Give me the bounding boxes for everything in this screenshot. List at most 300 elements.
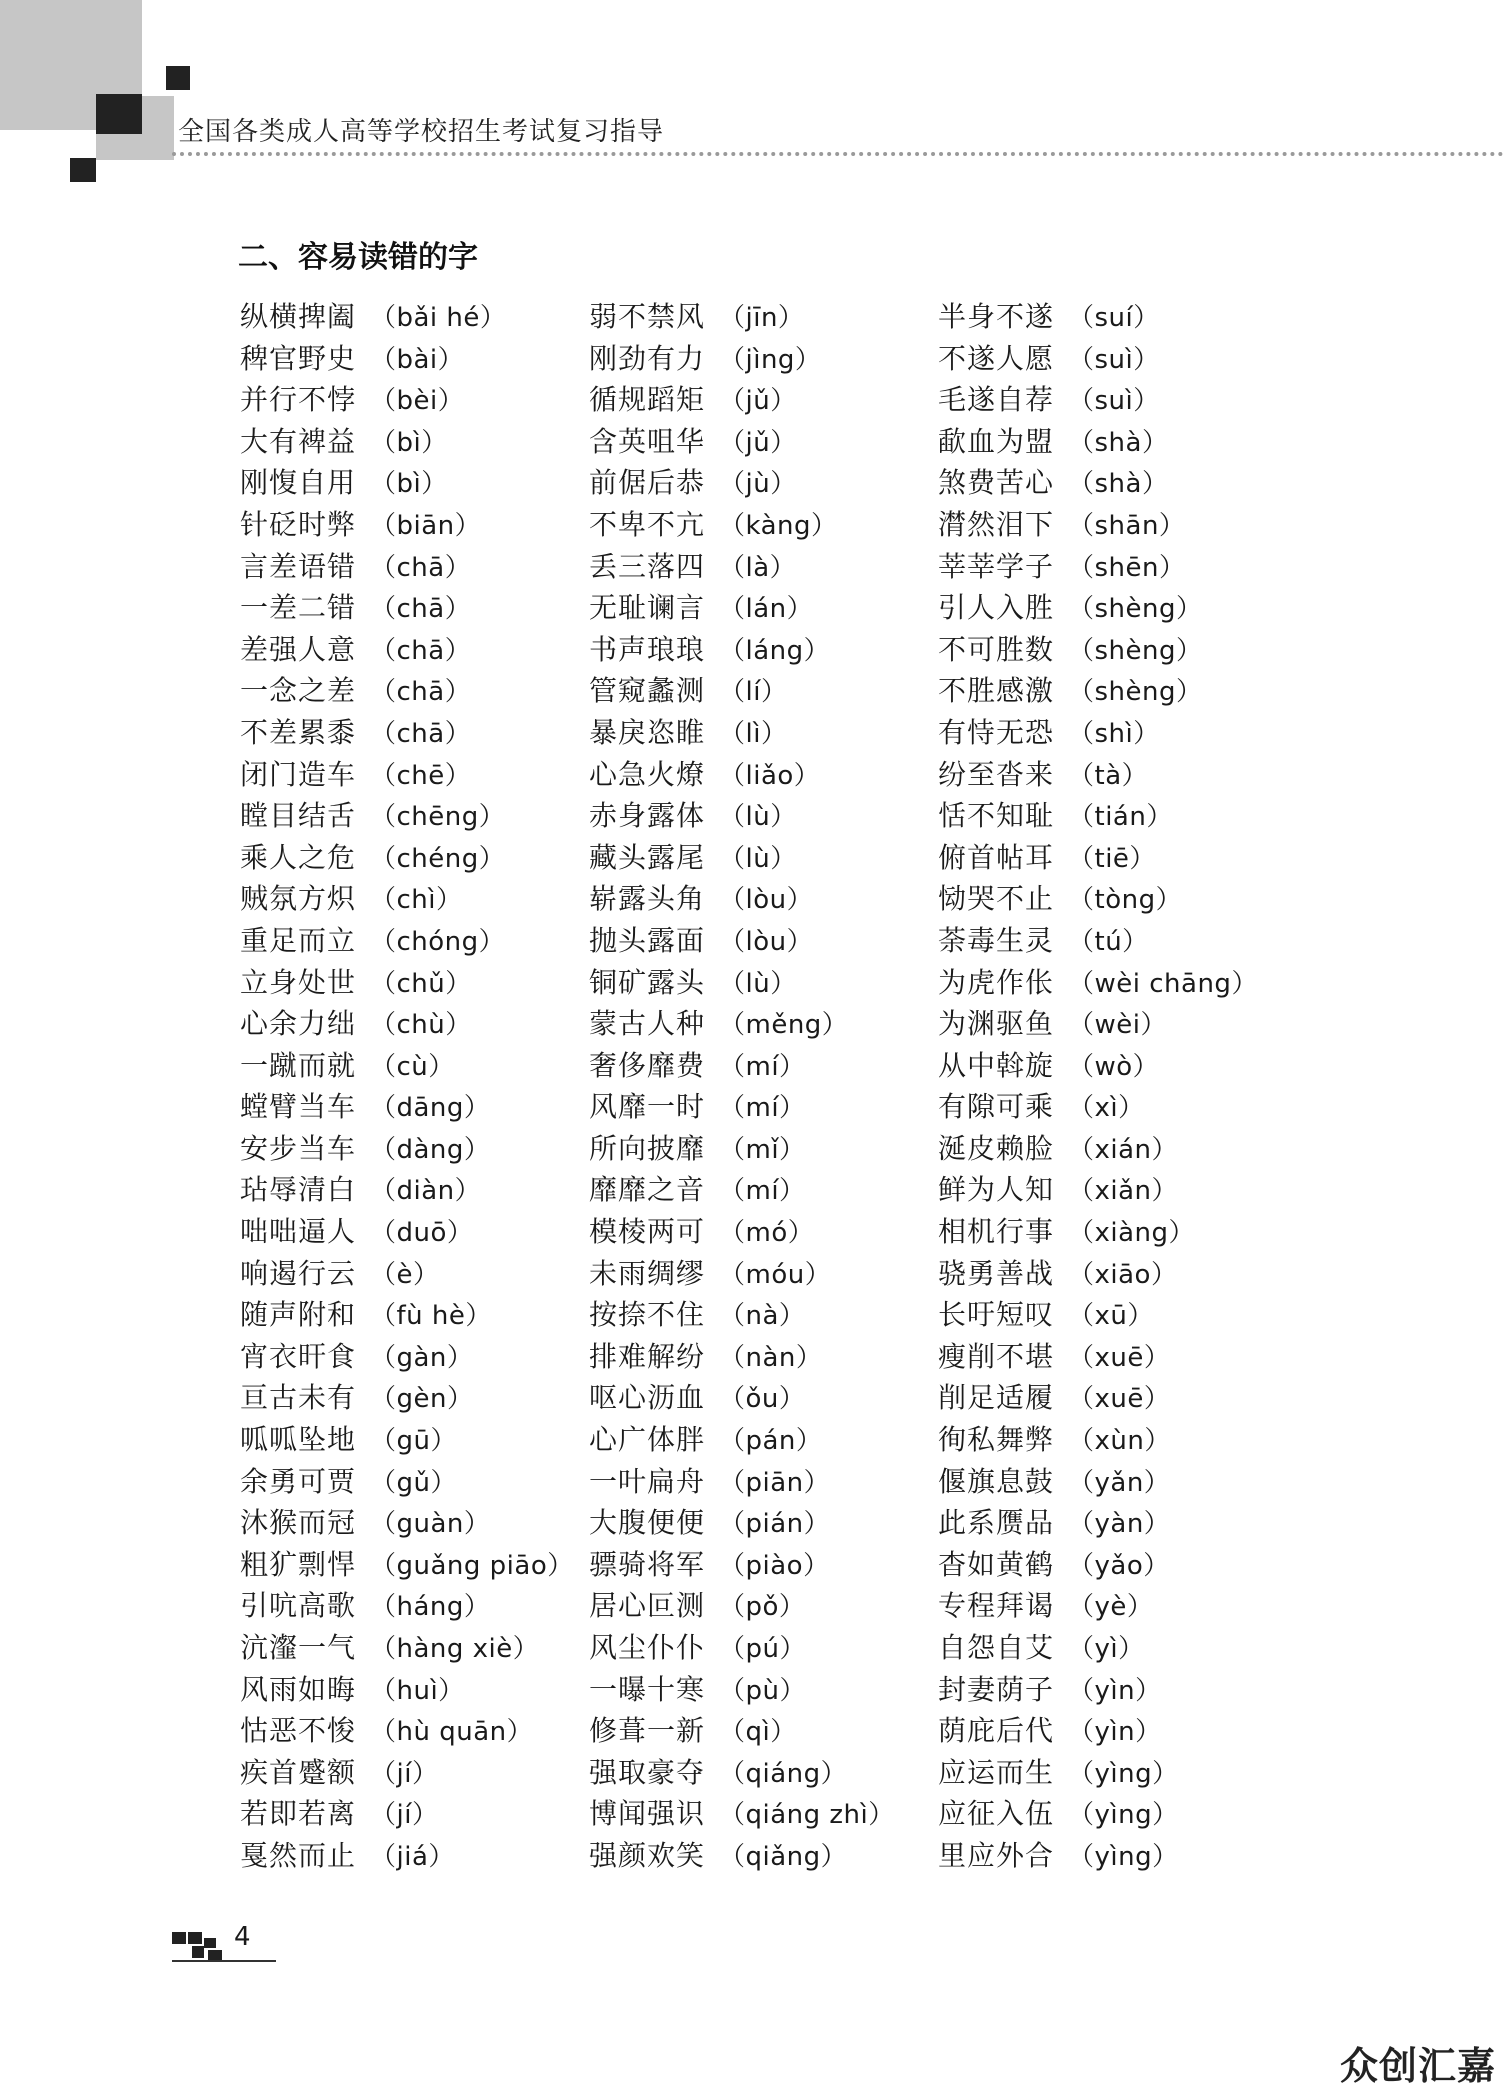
idiom-text: 并行不悖 — [240, 383, 357, 417]
word-entry — [589, 587, 929, 629]
pinyin-text: （yìn） — [1068, 1675, 1162, 1706]
pinyin-text: （bài） — [370, 344, 465, 375]
pinyin-text: （fù hè） — [370, 1301, 492, 1332]
word-entry — [240, 1045, 580, 1087]
word-entry — [589, 1169, 929, 1211]
idiom-text: 荼毒生灵 — [938, 923, 1055, 957]
word-entry — [240, 1253, 580, 1295]
pinyin-text: （liǎo） — [719, 760, 821, 791]
pinyin-text: （xùn） — [1068, 1426, 1171, 1457]
pinyin-text: （suì） — [1068, 344, 1160, 375]
word-entry — [938, 1752, 1278, 1794]
word-entry — [240, 379, 580, 421]
pinyin-text: （xiāo） — [1068, 1259, 1178, 1290]
pinyin-text: （chēng） — [370, 802, 506, 833]
pinyin-text: （huì） — [370, 1675, 465, 1706]
pinyin-text: （shà） — [1068, 427, 1169, 458]
word-entry — [938, 1585, 1278, 1627]
idiom-text: 一蹴而就 — [240, 1048, 357, 1082]
idiom-text: 强颜欢笑 — [589, 1838, 706, 1872]
watermark-text: 众创汇嘉 — [1339, 2044, 1496, 2088]
word-entry — [589, 462, 929, 504]
word-entry — [938, 962, 1278, 1004]
pinyin-text: （bì） — [370, 469, 448, 500]
pinyin-text: （gǔ） — [370, 1467, 457, 1498]
word-entry — [589, 754, 929, 796]
pinyin-text: （lán） — [719, 594, 814, 625]
word-entry — [938, 754, 1278, 796]
pinyin-text: （dàng） — [370, 1134, 491, 1165]
word-entry — [589, 1419, 929, 1461]
idiom-text: 弱不禁风 — [589, 300, 706, 333]
pinyin-text: （mó） — [719, 1218, 815, 1249]
pinyin-text: （bì） — [370, 427, 448, 458]
word-entry — [938, 1793, 1278, 1835]
idiom-text: 潸然泪下 — [938, 507, 1055, 541]
pinyin-text: （diàn） — [370, 1176, 482, 1207]
pinyin-text: （duō） — [370, 1218, 474, 1249]
idiom-text: 俯首帖耳 — [938, 840, 1055, 874]
word-entry — [240, 1461, 580, 1503]
idiom-text: 有恃无恐 — [938, 715, 1055, 749]
word-entry — [240, 1710, 580, 1752]
word-entry — [589, 920, 929, 962]
idiom-text: 余勇可贾 — [240, 1464, 357, 1498]
word-entry — [938, 1294, 1278, 1336]
idiom-text: 风雨如晦 — [240, 1672, 357, 1706]
pinyin-text: （tián） — [1068, 802, 1173, 833]
pinyin-text: （hàng xiè） — [370, 1634, 540, 1664]
pinyin-text: （nà） — [719, 1301, 806, 1332]
pinyin-text: （hù quān） — [370, 1717, 534, 1748]
pinyin-text: （jìng） — [719, 344, 822, 375]
idiom-text: 纷至沓来 — [938, 757, 1055, 791]
pinyin-text: （suì） — [1068, 386, 1160, 417]
pinyin-text: （qì） — [719, 1717, 797, 1748]
word-entry — [589, 1461, 929, 1503]
idiom-text: 管窥蠡测 — [589, 674, 706, 708]
pinyin-text: （chā） — [370, 677, 472, 708]
word-entry — [589, 1835, 929, 1877]
pinyin-text: （yìng） — [1068, 1841, 1179, 1872]
pinyin-text: （lù） — [719, 968, 797, 999]
word-entry — [240, 795, 580, 837]
idiom-text: 贼氛方炽 — [240, 882, 357, 916]
idiom-text: 模棱两可 — [589, 1215, 706, 1249]
pinyin-text: （yè） — [1068, 1592, 1154, 1623]
idiom-text: 修葺一新 — [589, 1714, 706, 1748]
word-entry — [589, 712, 929, 754]
idiom-text: 引吭高歌 — [240, 1589, 357, 1623]
header-dotted-rule — [172, 152, 1504, 156]
idiom-text: 引人入胜 — [938, 591, 1055, 625]
pinyin-text: （mǐ） — [719, 1134, 806, 1165]
idiom-text: 居心叵测 — [589, 1589, 706, 1623]
pinyin-text: （bǎi hé） — [370, 303, 507, 333]
pinyin-text: （shà） — [1068, 469, 1169, 500]
pinyin-text: （shèng） — [1068, 635, 1203, 666]
pinyin-text: （suí） — [1068, 303, 1160, 333]
word-entry — [589, 878, 929, 920]
word-entry — [589, 421, 929, 463]
pinyin-text: （yǎn） — [1068, 1467, 1171, 1498]
pinyin-text: （shèng） — [1068, 677, 1203, 708]
word-entry — [240, 878, 580, 920]
word-entry — [240, 296, 580, 338]
word-entry — [240, 546, 580, 588]
word-list-column-1 — [240, 296, 580, 1877]
idiom-text: 排难解纷 — [589, 1339, 706, 1373]
word-entry — [240, 670, 580, 712]
pinyin-text: （mí） — [719, 1051, 806, 1082]
idiom-text: 相机行事 — [938, 1215, 1055, 1249]
idiom-text: 封妻荫子 — [938, 1672, 1055, 1706]
pinyin-text: （xū） — [1068, 1301, 1154, 1332]
idiom-text: 怙恶不悛 — [240, 1714, 357, 1748]
idiom-text: 刚愎自用 — [240, 466, 357, 500]
word-entry — [589, 1710, 929, 1752]
word-entry — [240, 1336, 580, 1378]
pinyin-text: （shān） — [1068, 510, 1186, 541]
pinyin-text: （lòu） — [719, 926, 814, 957]
word-entry — [938, 421, 1278, 463]
idiom-text: 毛遂自荐 — [938, 383, 1055, 417]
word-entry — [938, 546, 1278, 588]
idiom-text: 徇私舞弊 — [938, 1423, 1055, 1457]
idiom-text: 崭露头角 — [589, 882, 706, 916]
idiom-text: 粗犷剽悍 — [240, 1547, 357, 1581]
pinyin-text: （pù） — [719, 1675, 806, 1706]
idiom-text: 沐猴而冠 — [240, 1506, 357, 1540]
idiom-text: 咄咄逼人 — [240, 1215, 357, 1249]
pinyin-text: （shèng） — [1068, 594, 1203, 625]
pinyin-text: （měng） — [719, 1010, 849, 1041]
idiom-text: 鲜为人知 — [938, 1173, 1055, 1207]
word-entry — [240, 1128, 580, 1170]
idiom-text: 针砭时弊 — [240, 507, 357, 541]
pinyin-text: （shì） — [1068, 718, 1160, 749]
word-entry — [938, 837, 1278, 879]
idiom-text: 抛头露面 — [589, 923, 706, 957]
word-entry — [240, 962, 580, 1004]
word-entry — [240, 1502, 580, 1544]
word-entry — [938, 795, 1278, 837]
word-entry — [938, 670, 1278, 712]
pinyin-text: （yìng） — [1068, 1800, 1179, 1831]
word-entry — [589, 1502, 929, 1544]
word-entry — [589, 504, 929, 546]
idiom-text: 循规蹈矩 — [589, 383, 706, 417]
idiom-text: 风尘仆仆 — [589, 1631, 706, 1664]
pinyin-text: （yàn） — [1068, 1509, 1171, 1540]
pinyin-text: （gàn） — [370, 1342, 474, 1373]
idiom-text: 亘古未有 — [240, 1381, 357, 1415]
idiom-text: 言差语错 — [240, 549, 357, 583]
idiom-text: 博闻强识 — [589, 1797, 706, 1831]
idiom-text: 恸哭不止 — [938, 882, 1055, 916]
word-entry — [938, 462, 1278, 504]
word-entry — [938, 1253, 1278, 1295]
word-entry — [938, 1710, 1278, 1752]
idiom-text: 未雨绸缪 — [589, 1256, 706, 1290]
pinyin-text: （yìng） — [1068, 1758, 1179, 1789]
page-number: 4 — [234, 1922, 251, 1952]
pinyin-text: （jù） — [719, 469, 797, 500]
word-entry — [938, 379, 1278, 421]
word-entry — [240, 587, 580, 629]
word-entry — [938, 1003, 1278, 1045]
pinyin-text: （xuē） — [1068, 1342, 1171, 1373]
word-entry — [240, 712, 580, 754]
word-entry — [240, 1169, 580, 1211]
pinyin-text: （guàn） — [370, 1509, 491, 1540]
pinyin-text: （chā） — [370, 594, 472, 625]
word-entry — [589, 837, 929, 879]
idiom-text: 重足而立 — [240, 923, 357, 957]
word-entry — [938, 712, 1278, 754]
word-entry — [938, 1461, 1278, 1503]
idiom-text: 差强人意 — [240, 632, 357, 666]
word-entry — [589, 1128, 929, 1170]
word-entry — [938, 1544, 1278, 1586]
word-entry — [938, 1128, 1278, 1170]
pinyin-text: （chì） — [370, 885, 463, 916]
idiom-text: 瘦削不堪 — [938, 1339, 1055, 1373]
word-entry — [589, 1211, 929, 1253]
idiom-text: 赤身露体 — [589, 799, 706, 833]
pinyin-text: （kàng） — [719, 510, 838, 541]
word-entry — [240, 1793, 580, 1835]
idiom-text: 里应外合 — [938, 1838, 1055, 1872]
idiom-text: 一叶扁舟 — [589, 1464, 706, 1498]
word-entry — [240, 504, 580, 546]
pinyin-text: （chù） — [370, 1010, 472, 1041]
word-entry — [240, 1003, 580, 1045]
idiom-text: 自怨自艾 — [938, 1631, 1055, 1664]
pinyin-text: （jiá） — [370, 1841, 455, 1872]
pinyin-text: （pán） — [719, 1426, 823, 1457]
pinyin-text: （xián） — [1068, 1134, 1179, 1165]
idiom-text: 应运而生 — [938, 1755, 1055, 1789]
idiom-text: 一曝十寒 — [589, 1672, 706, 1706]
footer-rule — [172, 1960, 276, 1962]
idiom-text: 此系赝品 — [938, 1506, 1055, 1540]
idiom-text: 螳臂当车 — [240, 1090, 357, 1124]
pinyin-text: （jǔ） — [719, 427, 797, 458]
word-entry — [589, 1086, 929, 1128]
word-entry — [938, 587, 1278, 629]
idiom-text: 煞费苦心 — [938, 466, 1055, 500]
word-entry — [589, 1752, 929, 1794]
word-entry — [938, 1336, 1278, 1378]
pinyin-text: （xì） — [1068, 1093, 1145, 1124]
idiom-text: 骠骑将军 — [589, 1547, 706, 1581]
idiom-text: 瞠目结舌 — [240, 799, 357, 833]
idiom-text: 偃旗息鼓 — [938, 1464, 1055, 1498]
word-entry — [589, 1045, 929, 1087]
idiom-text: 若即若离 — [240, 1797, 357, 1831]
pinyin-text: （chéng） — [370, 843, 506, 874]
pinyin-text: （bèi） — [370, 386, 465, 417]
pinyin-text: （lí） — [719, 677, 788, 708]
pinyin-text: （yǎo） — [1068, 1550, 1170, 1581]
pinyin-text: （piào） — [719, 1550, 830, 1581]
word-entry — [589, 1544, 929, 1586]
word-entry — [938, 1045, 1278, 1087]
idiom-text: 为渊驱鱼 — [938, 1007, 1055, 1041]
pinyin-text: （ǒu） — [719, 1384, 806, 1415]
idiom-text: 大有裨益 — [240, 424, 357, 458]
idiom-text: 纵横捭阖 — [240, 300, 357, 333]
word-entry — [938, 504, 1278, 546]
pinyin-text: （pián） — [719, 1509, 831, 1540]
idiom-text: 刚劲有力 — [589, 341, 706, 375]
pinyin-text: （pú） — [719, 1634, 806, 1664]
word-entry — [938, 1419, 1278, 1461]
word-entry — [240, 1294, 580, 1336]
pinyin-text: （qiǎng） — [719, 1841, 848, 1872]
pinyin-text: （mí） — [719, 1093, 806, 1124]
pinyin-text: （wèi chāng） — [1068, 968, 1258, 999]
idiom-text: 强取豪夺 — [589, 1755, 706, 1789]
idiom-text: 立身处世 — [240, 965, 357, 999]
pinyin-text: （jīn） — [719, 303, 805, 333]
idiom-text: 为虎作伥 — [938, 965, 1055, 999]
idiom-text: 稗官野史 — [240, 341, 357, 375]
word-entry — [589, 1336, 929, 1378]
word-entry — [240, 1752, 580, 1794]
idiom-text: 长吁短叹 — [938, 1298, 1055, 1332]
pinyin-text: （è） — [370, 1259, 440, 1290]
pinyin-text: （tiē） — [1068, 843, 1156, 874]
idiom-text: 闭门造车 — [240, 757, 357, 791]
word-entry — [240, 1086, 580, 1128]
pinyin-text: （lòu） — [719, 885, 814, 916]
word-entry — [589, 629, 929, 671]
word-entry — [240, 1669, 580, 1711]
idiom-text: 丢三落四 — [589, 549, 706, 583]
idiom-text: 荫庇后代 — [938, 1714, 1055, 1748]
idiom-text: 玷辱清白 — [240, 1173, 357, 1207]
pinyin-text: （shēn） — [1068, 552, 1186, 583]
pinyin-text: （móu） — [719, 1259, 832, 1290]
word-entry — [938, 1377, 1278, 1419]
word-entry — [938, 296, 1278, 338]
word-entry — [938, 1502, 1278, 1544]
word-entry — [240, 629, 580, 671]
pinyin-text: （lù） — [719, 843, 797, 874]
word-entry — [240, 1544, 580, 1586]
idiom-text: 宵衣旰食 — [240, 1339, 357, 1373]
pinyin-text: （wèi） — [1068, 1010, 1167, 1041]
idiom-text: 不胜感激 — [938, 674, 1055, 708]
pinyin-text: （là） — [719, 552, 797, 583]
pinyin-text: （qiáng zhì） — [719, 1800, 895, 1831]
idiom-text: 心急火燎 — [589, 757, 706, 791]
idiom-text: 铜矿露头 — [589, 965, 706, 999]
word-entry — [240, 754, 580, 796]
idiom-text: 恬不知耻 — [938, 799, 1055, 833]
pinyin-text: （lì） — [719, 718, 788, 749]
idiom-text: 蒙古人种 — [589, 1007, 706, 1041]
idiom-text: 按捺不住 — [589, 1298, 706, 1332]
pinyin-text: （mí） — [719, 1176, 806, 1207]
pinyin-text: （tà） — [1068, 760, 1149, 791]
pinyin-text: （jí） — [370, 1758, 439, 1789]
word-entry — [589, 546, 929, 588]
word-entry — [240, 338, 580, 380]
word-entry — [589, 1377, 929, 1419]
word-entry — [938, 1835, 1278, 1877]
pinyin-text: （guǎng piāo） — [370, 1550, 574, 1581]
pinyin-text: （xiàng） — [1068, 1218, 1196, 1249]
idiom-text: 一念之差 — [240, 674, 357, 708]
idiom-text: 暴戾恣睢 — [589, 715, 706, 749]
pinyin-text: （gū） — [370, 1426, 457, 1457]
idiom-text: 戛然而止 — [240, 1838, 357, 1872]
idiom-text: 含英咀华 — [589, 424, 706, 458]
idiom-text: 半身不遂 — [938, 300, 1055, 333]
idiom-text: 莘莘学子 — [938, 549, 1055, 583]
word-entry — [589, 338, 929, 380]
pinyin-text: （nàn） — [719, 1342, 823, 1373]
idiom-text: 疾首蹙额 — [240, 1755, 357, 1789]
idiom-text: 风靡一时 — [589, 1090, 706, 1124]
pinyin-text: （xiǎn） — [1068, 1176, 1179, 1207]
word-entry — [938, 338, 1278, 380]
pinyin-text: （lù） — [719, 802, 797, 833]
word-entry — [589, 1294, 929, 1336]
pinyin-text: （chā） — [370, 635, 472, 666]
pinyin-text: （yì） — [1068, 1634, 1145, 1664]
word-entry — [938, 629, 1278, 671]
idiom-text: 不差累黍 — [240, 715, 357, 749]
idiom-text: 心余力绌 — [240, 1007, 357, 1041]
idiom-text: 歃血为盟 — [938, 424, 1055, 458]
pinyin-text: （cù） — [370, 1051, 455, 1082]
word-list-column-2 — [589, 296, 929, 1877]
word-entry — [240, 1211, 580, 1253]
idiom-text: 大腹便便 — [589, 1506, 706, 1540]
word-entry — [938, 878, 1278, 920]
word-entry — [938, 1086, 1278, 1128]
pinyin-text: （dāng） — [370, 1093, 491, 1124]
idiom-text: 杳如黄鹤 — [938, 1547, 1055, 1581]
pinyin-text: （xuē） — [1068, 1384, 1171, 1415]
word-entry — [240, 920, 580, 962]
idiom-text: 乘人之危 — [240, 840, 357, 874]
idiom-text: 心广体胖 — [589, 1423, 706, 1457]
word-entry — [240, 1419, 580, 1461]
idiom-text: 安步当车 — [240, 1131, 357, 1165]
pinyin-text: （pǒ） — [719, 1592, 806, 1623]
idiom-text: 从中斡旋 — [938, 1048, 1055, 1082]
idiom-text: 响遏行云 — [240, 1256, 357, 1290]
word-entry — [240, 1835, 580, 1877]
word-entry — [589, 1253, 929, 1295]
idiom-text: 专程拜谒 — [938, 1589, 1055, 1623]
idiom-text: 不可胜数 — [938, 632, 1055, 666]
pinyin-text: （qiáng） — [719, 1758, 848, 1789]
word-entry — [589, 1627, 929, 1669]
idiom-text: 有隙可乘 — [938, 1090, 1055, 1124]
pinyin-text: （láng） — [719, 635, 831, 666]
pinyin-text: （jǔ） — [719, 386, 797, 417]
idiom-text: 无耻谰言 — [589, 591, 706, 625]
running-header-title: 全国各类成人高等学校招生考试复习指导 — [178, 117, 665, 147]
pinyin-text: （chǔ） — [370, 968, 472, 999]
pinyin-text: （tòng） — [1068, 885, 1183, 916]
